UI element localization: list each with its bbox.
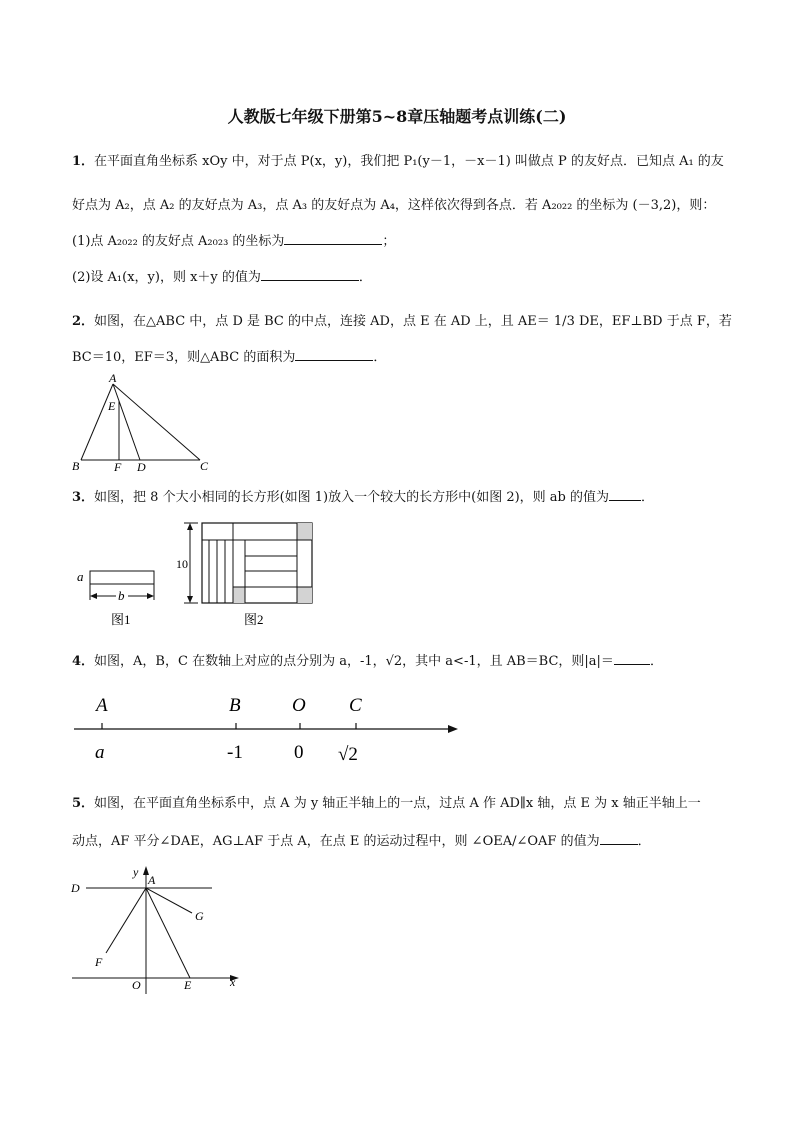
arrow-down-icon — [187, 596, 193, 603]
q1-line2: 好点为 A₂，点 A₂ 的友好点为 A₃，点 A₃ 的友好点为 A₄，这样依次得到各点．若 A₂₀₂₂ 的坐标为 (－3,2)，则： — [72, 198, 716, 213]
q4-number-line — [70, 688, 470, 768]
label-e: E — [184, 978, 192, 992]
point-o-value: 0 — [294, 742, 304, 763]
large-rectangle — [202, 523, 312, 603]
q1-sub2-text: (2)设 A₁(x，y)，则 x＋y 的值为 — [72, 270, 261, 285]
label-d: D — [137, 460, 146, 474]
fig1-caption: 图1 — [111, 612, 131, 627]
label-a: A — [109, 371, 117, 385]
gap-bottom-right — [297, 587, 312, 603]
label-a: A — [148, 873, 156, 887]
q5-line1 — [72, 792, 701, 811]
arrow-right-icon — [147, 593, 154, 599]
point-c-value: √2 — [338, 744, 358, 765]
segment-ae — [146, 888, 190, 978]
label-y: y — [133, 865, 139, 879]
fig2-caption: 图2 — [244, 612, 264, 627]
gap-top-right — [297, 523, 312, 540]
q4-number: 4． — [72, 654, 95, 669]
q3-end: ． — [641, 490, 655, 505]
arrow-left-icon — [90, 593, 97, 599]
label-e: E — [108, 399, 116, 413]
arrow-right-icon — [448, 725, 458, 733]
q5-number: 5． — [72, 796, 95, 811]
q3-answer-blank[interactable] — [609, 488, 641, 501]
q2-number: 2． — [72, 314, 95, 329]
q3-rectangle-figures — [70, 516, 330, 632]
point-b-name: B — [229, 695, 241, 716]
q1-sub1-text: (1)点 A₂₀₂₂ 的友好点 A₂₀₂₃ 的坐标为 — [72, 234, 285, 249]
q4-line1 — [72, 650, 663, 669]
q1-text-1: 在平面直角坐标系 xOy 中，对于点 P(x，y)，我们把 P₁(y－1，－x－1) 叫做点 P 的友好点．已知点 A₁ 的友 — [94, 154, 724, 169]
q3-text: 如图，把 8 个大小相同的长方形(如图 1)放入一个较大的长方形中(如图 2)，则 ab 的值为 — [94, 490, 610, 505]
gap-bottom-left — [233, 587, 245, 603]
label-g: G — [195, 909, 204, 923]
segment-ag — [146, 888, 192, 913]
label-f: F — [114, 460, 122, 474]
q1-sub1-end: ； — [382, 234, 396, 249]
label-o: O — [132, 978, 141, 992]
q5-text-1: 如图，在平面直角坐标系中，点 A 为 y 轴正半轴上的一点，过点 A 作 AD∥x 轴，点 E 为 x 轴正半轴上一 — [94, 796, 701, 811]
q5-text-2: 动点，AF 平分∠DAE，AG⊥AF 于点 A，在点 E 的运动过程中，则 ∠OEA/∠OAF 的值为 — [72, 834, 600, 849]
q5-coordinate-figure — [62, 858, 252, 998]
label-x: x — [230, 975, 236, 989]
label-10: 10 — [176, 557, 188, 571]
point-a-value: a — [95, 742, 105, 763]
q1-sub2 — [72, 266, 372, 285]
point-b-value: -1 — [227, 742, 243, 763]
q4-answer-blank[interactable] — [614, 652, 650, 665]
q1-sub2-end: ． — [358, 270, 372, 285]
q1-sub1 — [72, 230, 395, 249]
page-title: 人教版七年级下册第5~8章压轴题考点训练(二) — [227, 107, 567, 126]
point-a-name: A — [96, 695, 108, 716]
q5-end: ． — [637, 834, 651, 849]
segment-af — [106, 888, 146, 953]
point-o-name: O — [292, 695, 306, 716]
q2-answer-blank[interactable] — [295, 348, 373, 361]
point-c-name: C — [349, 695, 362, 716]
q1-number: 1． — [72, 154, 95, 169]
q1-sub2-answer-blank[interactable] — [261, 268, 359, 281]
q4-text: 如图，A，B，C 在数轴上对应的点分别为 a，-1，√2，其中 a<-1，且 AB＝BC，则|a|＝ — [94, 654, 614, 669]
q2-line1 — [72, 310, 732, 329]
q3-line1 — [72, 486, 654, 505]
arrow-up-icon — [187, 523, 193, 530]
q2-end: ． — [373, 350, 387, 365]
q2-text-1: 如图，在△ABC 中，点 D 是 BC 的中点，连接 AD，点 E 在 AD 上，且 AE＝ 1/3 DE，EF⊥BD 于点 F，若 — [94, 314, 732, 329]
label-a: a — [77, 569, 84, 584]
label-b: B — [72, 459, 80, 473]
q1-line1 — [72, 150, 724, 169]
q2-triangle-figure — [66, 370, 216, 474]
q1-sub1-answer-blank[interactable] — [284, 232, 382, 245]
q2-line2 — [72, 346, 386, 365]
label-c: C — [200, 459, 209, 473]
small-rectangle — [90, 571, 154, 584]
q2-text-2: BC＝10，EF＝3，则△ABC 的面积为 — [72, 350, 296, 365]
label-d: D — [71, 881, 80, 895]
label-b: b — [118, 588, 125, 603]
q5-answer-blank[interactable] — [600, 832, 638, 845]
q3-number: 3． — [72, 490, 95, 505]
label-f: F — [95, 955, 103, 969]
q5-line2 — [72, 830, 651, 849]
side-ab — [81, 384, 113, 460]
q4-end: ． — [649, 654, 663, 669]
